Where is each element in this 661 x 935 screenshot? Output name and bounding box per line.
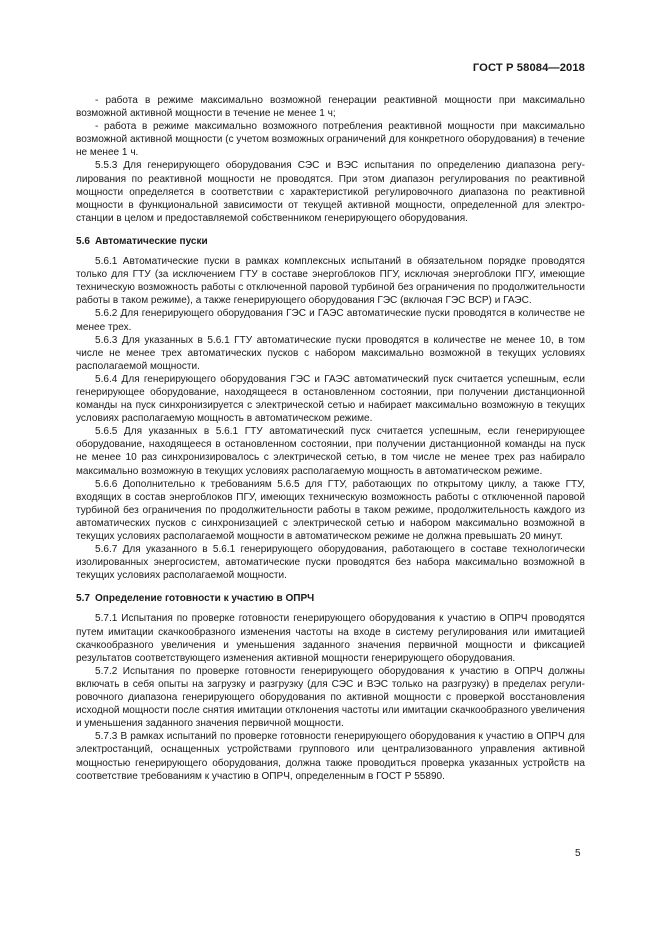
paragraph-5-6-7: 5.6.7 Для указанного в 5.6.1 генерирующего оборудования, работающего в составе технологически изолированных энергосистем, автоматические пуски проводятся без набора максимально возможной в текущих условиях располагаемой мощности. [76, 544, 585, 582]
list-item-reactive-generation: - работа в режиме максимально возможной генерации реактивной мощности при максимально возможной активной мощности в течение не менее 1 ч; [76, 95, 585, 120]
section-number: 5.6 [76, 235, 90, 247]
paragraph-5-7-2: 5.7.2 Испытания по проверке готовности генерирующего оборудования к участию в ОПРЧ должны включать в себя опыты на загрузку и разгрузку (для СЭС и ВЭС только на разгрузку) в пределах регулировочного диапазона генерирующего оборудования по активной мощности с проверкой восстановления исходной мощности после снятия имитации отклонения частоты или имитации скачкообразного увеличения и уменьшения заданного значения первичной мощности. [76, 665, 585, 730]
paragraph-5-6-2: 5.6.2 Для генерирующего оборудования ГЭС и ГАЭС автоматические пуски проводятся в количестве не менее трех. [76, 308, 585, 333]
paragraph-5-6-4: 5.6.4 Для генерирующего оборудования ГЭС и ГАЭС автоматический пуск считается успешным, если генерирующее оборудование, находящееся в остановленном состоянии, при получении дистанционной команды на пуск синхронизируется с электрической сетью и набирает максимально возможную в текущих условиях располагаемую мощность в автоматическом режиме. [76, 373, 585, 425]
paragraph-5-6-6: 5.6.6 Дополнительно к требованиям 5.6.5 для ГТУ, работающих по открытому циклу, а также ГТУ, входящих в состав энергоблоков ПГУ, имеющих техническую возможность работы с отключенной паровой турбиной без ограничения по продолжительности работы в таком режиме, продолжительность каждого из автоматических пусков с синхронизацией с электрической сетью и набором максимально возможной в текущих условиях располагаемой мощности в автоматическом режиме не должна превышать 20 минут. [76, 478, 585, 542]
section-heading-5-6 [76, 235, 585, 248]
paragraph-5-6-5: 5.6.5 Для указанных в 5.6.1 ГТУ автоматический пуск считается успешным, если генерирующее оборудование, находящееся в остановленном состоянии, при получении дистанционной команды на пуск не менее 10 раз синхронизировалось с электрической сетью, в том числе не менее трех раз набирало максимально возможную в текущих условиях располагаемую мощность в автоматическом режиме. [76, 426, 585, 477]
paragraph-5-6-1: 5.6.1 Автоматические пуски в рамках комплексных испытаний в обязательном порядке проводятся только для ГТУ (за исключением ГТУ в составе энергоблоков ПГУ, исключая энергоблоки ПГУ, имеющие техническую возможность работы с отключенной паровой турбиной без ограничения по продолжительности работы в таком режиме), а также генерирующего оборудования ГЭС (включая ГЭС ВСР) и ГАЭС. [76, 256, 585, 307]
document-code-header: ГОСТ Р 58084—2018 [472, 62, 585, 74]
paragraph-5-6-3: 5.6.3 Для указанных в 5.6.1 ГТУ автоматические пуски проводятся в количестве не менее 10, в том числе не менее трех автоматических пусков с набором максимально возможной в текущих условиях располагаемой мощности. [76, 334, 585, 372]
page-number: 5 [575, 848, 581, 859]
paragraph-5-5-3: 5.5.3 Для генерирующего оборудования СЭС и ВЭС испытания по определению диапазона регулирования по реактивной мощности не проводятся. При этом диапазон регулирования по реактивной мощности определяется в соответствии с характеристикой регулировочного диапазона по реактивной мощности в функциональной зависимости от текущей активной мощности, определенной для электростанции в целом и предоставляемой собственником генерирующего оборудования. [76, 160, 585, 224]
section-title: Автоматические пуски [94, 235, 208, 247]
document-body [76, 94, 585, 783]
paragraph-5-7-3: 5.7.3 В рамках испытаний по проверке готовности генерирующего оборудования к участию в ОПРЧ для электростанций, оснащенных устройствами группового или централизованного управления активной мощностью генерирующего оборудования, должна также проводиться проверка указанных устройств на соответствие требованиям к участию в ОПРЧ, определенным в ГОСТ Р 55890. [76, 731, 585, 782]
section-title: Определение готовности к участию в ОПРЧ [94, 593, 315, 605]
section-heading-5-7 [76, 592, 585, 605]
list-item-reactive-consumption: - работа в режиме максимально возможного потребления реактивной мощности при максимально возможной активной мощности (с учетом возможных ограничений для конкретного оборудования) в течение не менее 1 ч. [76, 121, 585, 159]
section-number: 5.7 [76, 593, 90, 605]
paragraph-5-7-1: 5.7.1 Испытания по проверке готовности генерирующего оборудования к участию в ОПРЧ проводятся путем имитации скачкообразного изменения частоты на входе в систему регулирования или имитацией скачкообразного увеличения и уменьшения заданного значения первичной мощности и фиксацией результатов соответствующего изменения активной мощности генерирующего оборудования. [76, 613, 585, 664]
